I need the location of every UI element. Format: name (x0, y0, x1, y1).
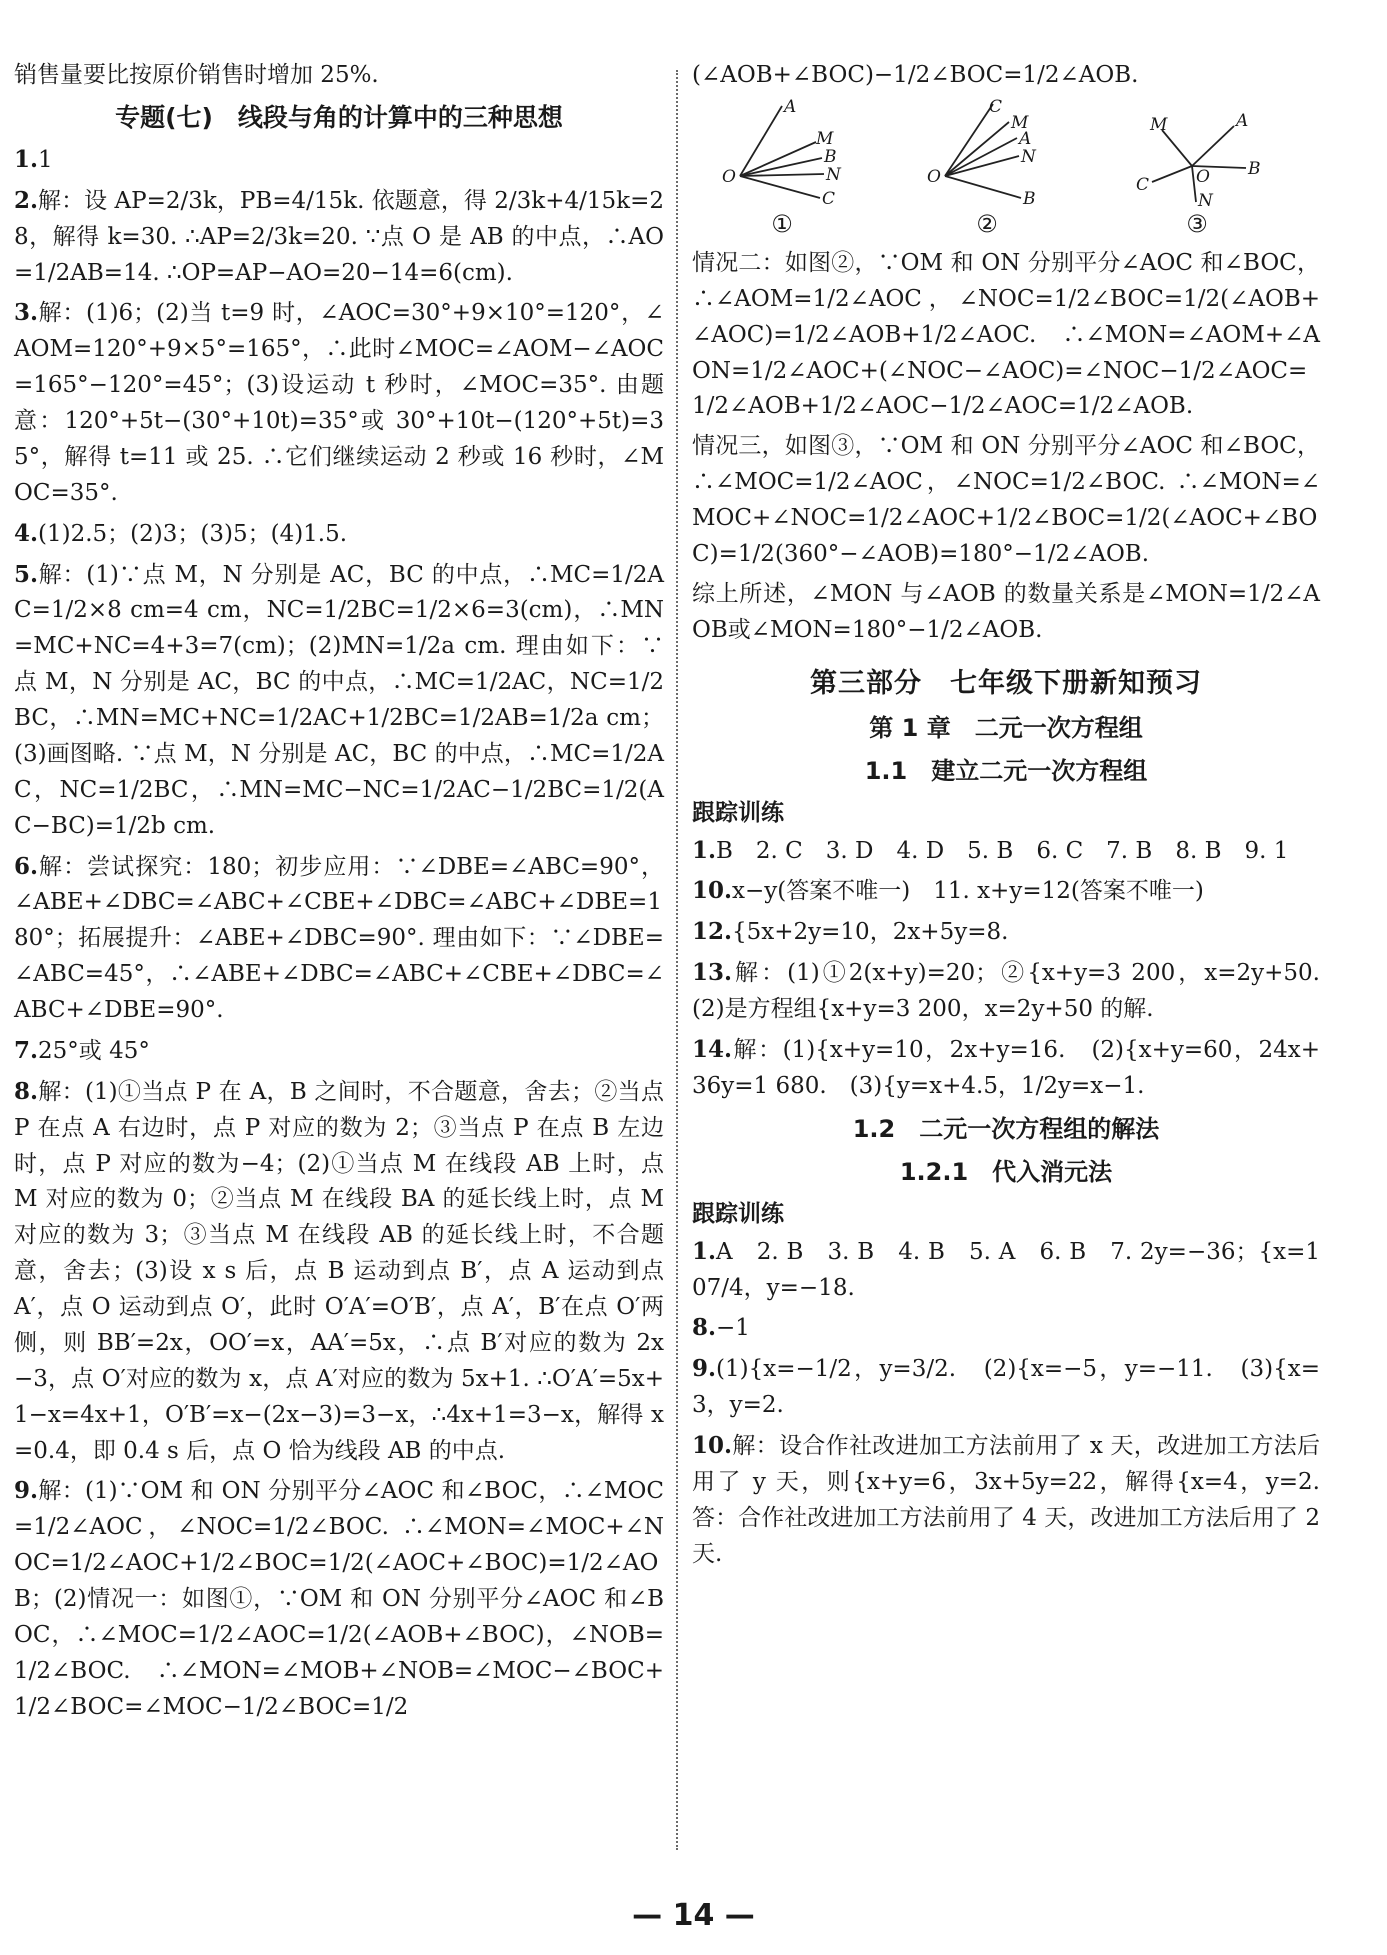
answer-line (692, 577, 1320, 649)
question-number: 6. (14, 852, 39, 880)
answer-text: 解：设合作社改进加工方法前用了 x 天，改进加工方法后用了 y 天，则{x+y=6，3x+5y=22，解得{x=4，y=2. 答：合作社改进加工方法前用了 4 天，改进加工方法后用了 2 天. (692, 1433, 1320, 1567)
answer-line (692, 1351, 1320, 1424)
figure-2 (917, 98, 1057, 238)
answer-line (14, 58, 664, 94)
question-number: 10. (692, 877, 733, 905)
answer-line (14, 516, 664, 553)
question-number: 14. (692, 1035, 733, 1063)
figure-caption: ① (771, 209, 793, 238)
label: A (784, 97, 797, 117)
answer-line (692, 833, 1320, 870)
label: M (1011, 112, 1029, 133)
figure-1 (712, 98, 852, 238)
answer-line (692, 429, 1320, 573)
answer-line (692, 873, 1320, 910)
answer-text: 解：尝试探究：180；初步应用：∵∠DBE=∠ABC=90°，∠ABE+∠DBC=∠ABC+∠CBE+∠DBC=∠ABC+∠DBE=180°；拓展提升：∠ABE+∠DBC=90°. 理由如下：∵∠DBE=∠ABC=45°，∴∠ABE+∠DBC=∠ABC+∠CBE+∠DBC=∠ABC+∠DBE=90°. (14, 853, 664, 1023)
label: B (824, 146, 837, 167)
question-number: 9. (14, 1477, 39, 1505)
answer-line (14, 557, 664, 845)
label: B (1248, 158, 1261, 179)
question-number: 5. (14, 560, 39, 588)
label: O (927, 166, 941, 187)
answer-text: B 2. C 3. D 4. D 5. B 6. C 7. B 8. B 9. 1 (716, 837, 1289, 864)
label: N (1198, 190, 1213, 208)
answer-text: x−y(答案不唯一) 11. x+y=12(答案不唯一) (732, 878, 1204, 905)
left-column (14, 58, 664, 1730)
answer-text: −1 (716, 1315, 750, 1342)
answer-line (692, 1032, 1320, 1105)
label: N (826, 164, 841, 185)
answer-text: 解：(1)①当点 P 在 A，B 之间时，不合题意，舍去；②当点 P 在点 A 右边时，点 P 对应的数为 2；③当点 P 在点 B 左边时，点 P 对应的数为−4；(2)①当点 M 在线段 AB 上时，点 M 对应的数为 0；②当点 M 在线段 BA 的延长线上时，点 M 对应的数为 3；③当点 M 在线段 AB 的延长线上时，不合题意，舍去；(3)设 x s 后，点 B 运动到点 B′，点 A 运动到点 A′，点 O 运动到点 O′，此时 O′A′=O′B′，点 A′，B′在点 O′两侧，则 BB′=2x，OO′=x，AA′=5x，∴点 B′对应的数为 2x−3，点 O′对应的数为 x，点 A′对应的数为 5x+1. ∴O′A′=5x+1−x=4x+1，O′B′=x−(2x−3)=3−x，∴4x+1=3−x，解得 x=0.4，即 0.4 s 后，点 O 恰为线段 AB 的中点. (14, 1078, 664, 1464)
answer-text: 解：(1)∵OM 和 ON 分别平分∠AOC 和∠BOC，∴∠MOC=1/2∠AOC，∠NOC=1/2∠BOC. ∴∠MON=∠MOC+∠NOC=1/2∠AOC+1/2∠BOC=1/2(∠AOC+∠BOC)=1/2∠AOB；(2)情况一：如图①，∵OM 和 ON 分别平分∠AOC 和∠BOC，∴∠MOC=1/2∠AOC=1/2(∠AOB+∠BOC)，∠NOB=1/2∠BOC. ∴∠MON=∠MOB+∠NOB=∠MOC−∠BOC+1/2∠BOC=∠MOC−1/2∠BOC=1/2 (14, 1478, 664, 1720)
question-number: 4. (14, 519, 39, 547)
answer-line (14, 295, 664, 511)
label: A (1019, 128, 1032, 149)
answer-line (14, 142, 664, 179)
answer-line (692, 58, 1320, 94)
figure-3 (1122, 98, 1272, 238)
question-number: 8. (14, 1077, 39, 1105)
label: C (989, 97, 1003, 117)
question-number: 10. (692, 1432, 733, 1459)
answer-text: 综上所述，∠MON 与∠AOB 的数量关系是∠MON=1/2∠AOB或∠MON=180°−1/2∠AOB. (692, 580, 1320, 643)
section-title: 1.1 建立二元一次方程组 (864, 756, 1148, 785)
label: N (1021, 146, 1036, 167)
question-number: 1. (14, 145, 39, 173)
answer-text: 解：设 AP=2/3k，PB=4/15k. 依题意，得 2/3k+4/15k=28，解得 k=30. ∴AP=2/3k=20. ∵点 O 是 AB 的中点，∴AO=1/2AB=14. ∴OP=AP−AO=20−14=6(cm). (14, 187, 664, 286)
answer-text: {5x+2y=10，2x+5y=8. (732, 919, 1009, 946)
answer-line (14, 1074, 664, 1470)
question-number: 9. (692, 1355, 717, 1383)
answer-text: A 2. B 3. B 4. B 5. A 6. B 7. 2y=−36；{x=107/4，y=−18. (692, 1238, 1320, 1301)
label: B (1023, 188, 1036, 208)
label: O (1196, 166, 1210, 187)
question-number: 7. (14, 1036, 39, 1064)
question-number: 1. (692, 836, 717, 864)
page-number: — 14 — (632, 1898, 755, 1933)
label: C (1136, 174, 1150, 195)
answer-text: 情况三，如图③，∵OM 和 ON 分别平分∠AOC 和∠BOC，∴∠MOC=1/2∠AOC，∠NOC=1/2∠BOC. ∴∠MON=∠MOC+∠NOC=1/2∠AOC+1/2∠BOC=1/2(∠AOC+∠BOC)=1/2(360°−∠AOB)=180°−1/2∠AOB. (692, 433, 1320, 567)
part-title: 第三部分 七年级下册新知预习 (810, 667, 1202, 699)
answer-text: 解：(1){x+y=10，2x+y=16. (2){x+y=60，24x+36y=1 680. (3){y=x+4.5，1/2y=x−1. (692, 1036, 1320, 1099)
answer-text: 销售量要比按原价销售时增加 25%. (14, 62, 379, 88)
answer-line (692, 1310, 1320, 1347)
answer-line (692, 1428, 1320, 1573)
answer-line (14, 1473, 664, 1725)
label: M (816, 128, 834, 149)
answer-text: (∠AOB+∠BOC)−1/2∠BOC=1/2∠AOB. (692, 62, 1139, 88)
answer-text: 1 (38, 146, 53, 173)
figure-caption: ② (976, 209, 998, 238)
answer-line (14, 183, 664, 292)
answer-line (14, 849, 664, 1029)
label: C (822, 188, 836, 208)
question-number: 13. (692, 959, 733, 987)
question-number: 2. (14, 186, 39, 214)
chapter-title: 第 1 章 二元一次方程组 (869, 713, 1143, 742)
practice-label: 跟踪训练 (692, 1200, 784, 1227)
answer-text: (1)2.5；(2)3；(3)5；(4)1.5. (38, 520, 348, 547)
figure-caption: ③ (1186, 209, 1208, 238)
answer-line (692, 955, 1343, 1028)
answer-line (692, 1234, 1320, 1307)
right-column (692, 58, 1343, 1577)
answer-text: 25°或 45° (38, 1037, 150, 1064)
answer-text: 情况二：如图②，∵OM 和 ON 分别平分∠AOC 和∠BOC，∴∠AOM=1/2∠AOC，∠NOC=1/2∠BOC=1/2(∠AOB+∠AOC)=1/2∠AOB+1/2∠AOC. ∴∠MON=∠AOM+∠AON=1/2∠AOC+(∠NOC−∠AOC)=∠NOC−1/2∠AOC=1/2∠AOB+1/2∠AOC−1/2∠AOC=1/2∠AOB. (692, 249, 1320, 420)
question-number: 8. (692, 1314, 717, 1342)
label: M (1150, 114, 1168, 135)
answer-text: 解：(1)①2(x+y)=20；②{x+y=3 200，x=2y+50. (2)是方程组{x+y=3 200，x=2y+50 的解. (692, 960, 1343, 1022)
question-number: 3. (14, 299, 39, 327)
angle-figures (712, 98, 1272, 238)
section-title: 1.2 二元一次方程组的解法 (852, 1114, 1160, 1143)
answer-text: 解：(1)6；(2)当 t=9 时，∠AOC=30°+9×10°=120°，∠AOM=120°+9×5°=165°，∴此时∠MOC=∠AOM−∠AOC=165°−120°=45°；(3)设运动 t 秒时，∠MOC=35°. 由题意：120°+5t−(30°+10t)=35°或 30°+10t−(120°+5t)=35°，解得 t=11 或 25. ∴它们继续运动 2 秒或 16 秒时，∠MOC=35°. (14, 300, 664, 506)
answer-line (692, 914, 1320, 951)
answer-line (692, 246, 1320, 425)
label: O (722, 166, 736, 187)
answer-line (14, 1033, 664, 1070)
practice-label: 跟踪训练 (692, 799, 784, 826)
answer-text: 解：(1)∵点 M，N 分别是 AC，BC 的中点，∴MC=1/2AC=1/2×8 cm=4 cm，NC=1/2BC=1/2×6=3(cm)，∴MN=MC+NC=4+3=7(cm)；(2)MN=1/2a cm. 理由如下：∵点 M，N 分别是 AC，BC 的中点，∴MC=1/2AC，NC=1/2BC，∴MN=MC+NC=1/2AC+1/2BC=1/2AB=1/2a cm；(3)画图略. ∵点 M，N 分别是 AC，BC 的中点，∴MC=1/2AC，NC=1/2BC，∴MN=MC−NC=1/2AC−1/2BC=1/2(AC−BC)=1/2b cm. (14, 561, 664, 839)
label: A (1236, 110, 1249, 131)
answer-text: (1){x=−1/2，y=3/2. (2){x=−5，y=−11. (3){x=3，y=2. (692, 1356, 1320, 1419)
question-number: 12. (692, 918, 733, 946)
subsection-title: 1.2.1 代入消元法 (899, 1157, 1113, 1186)
column-divider (676, 70, 678, 1850)
section-heading: 专题(七) 线段与角的计算中的三种思想 (115, 102, 563, 132)
question-number: 1. (692, 1237, 717, 1265)
